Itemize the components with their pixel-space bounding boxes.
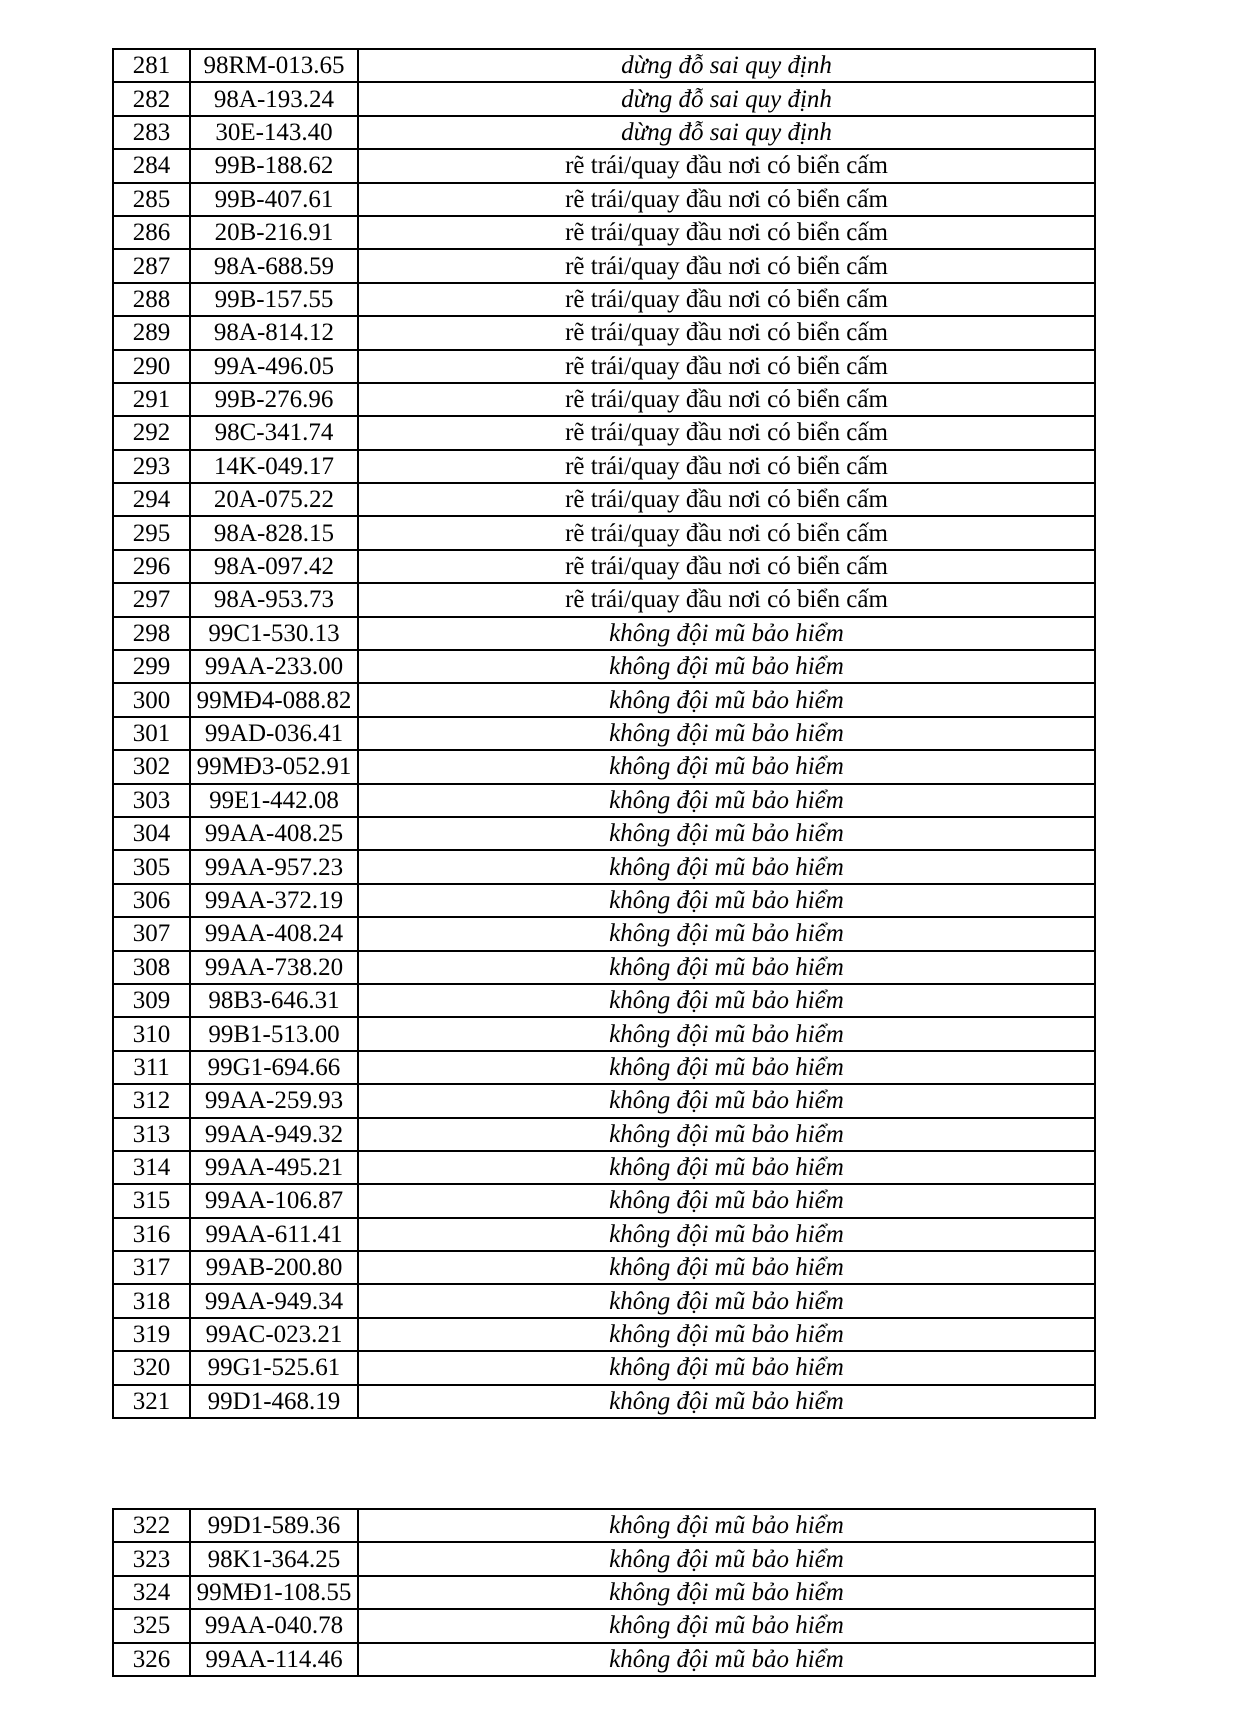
violation-cell: không đội mũ bảo hiểm <box>358 1151 1095 1184</box>
row-number-cell: 300 <box>113 683 190 716</box>
row-number-cell: 305 <box>113 850 190 883</box>
row-number-cell: 319 <box>113 1318 190 1351</box>
license-plate-cell: 99AA-114.46 <box>190 1643 358 1676</box>
license-plate-cell: 98A-193.24 <box>190 82 358 115</box>
violation-cell: không đội mũ bảo hiểm <box>358 1385 1095 1418</box>
license-plate-cell: 98A-828.15 <box>190 516 358 549</box>
row-number-cell: 313 <box>113 1118 190 1151</box>
violation-cell: không đội mũ bảo hiểm <box>358 884 1095 917</box>
violation-cell: rẽ trái/quay đầu nơi có biển cấm <box>358 516 1095 549</box>
table-row <box>113 951 1095 984</box>
row-number-cell: 284 <box>113 149 190 182</box>
violation-cell: không đội mũ bảo hiểm <box>358 784 1095 817</box>
license-plate-cell: 99AB-200.80 <box>190 1251 358 1284</box>
table-row <box>113 1385 1095 1418</box>
table-row <box>113 683 1095 716</box>
row-number-cell: 288 <box>113 283 190 316</box>
table-row <box>113 149 1095 182</box>
license-plate-cell: 20B-216.91 <box>190 216 358 249</box>
table-row <box>113 283 1095 316</box>
license-plate-cell: 99AC-023.21 <box>190 1318 358 1351</box>
row-number-cell: 289 <box>113 316 190 349</box>
violation-cell: không đội mũ bảo hiểm <box>358 1542 1095 1575</box>
violation-cell: không đội mũ bảo hiểm <box>358 1118 1095 1151</box>
table-row <box>113 1251 1095 1284</box>
violation-cell: rẽ trái/quay đầu nơi có biển cấm <box>358 483 1095 516</box>
table-row <box>113 1084 1095 1117</box>
violation-cell: không đội mũ bảo hiểm <box>358 1318 1095 1351</box>
license-plate-cell: 98A-688.59 <box>190 249 358 282</box>
row-number-cell: 286 <box>113 216 190 249</box>
table-row <box>113 917 1095 950</box>
table-row <box>113 650 1095 683</box>
table-row <box>113 1218 1095 1251</box>
violation-cell: dừng đỗ sai quy định <box>358 82 1095 115</box>
violation-cell: không đội mũ bảo hiểm <box>358 850 1095 883</box>
license-plate-cell: 99AA-408.25 <box>190 817 358 850</box>
license-plate-cell: 99AD-036.41 <box>190 717 358 750</box>
violation-cell: không đội mũ bảo hiểm <box>358 984 1095 1017</box>
table-row <box>113 82 1095 115</box>
row-number-cell: 324 <box>113 1576 190 1609</box>
license-plate-cell: 99AA-106.87 <box>190 1184 358 1217</box>
license-plate-cell: 98K1-364.25 <box>190 1542 358 1575</box>
violation-cell: không đội mũ bảo hiểm <box>358 1509 1095 1542</box>
table-row <box>113 183 1095 216</box>
violation-cell: không đội mũ bảo hiểm <box>358 1351 1095 1384</box>
license-plate-cell: 99A-496.05 <box>190 350 358 383</box>
table-row <box>113 617 1095 650</box>
table-row <box>113 483 1095 516</box>
row-number-cell: 307 <box>113 917 190 950</box>
table-row <box>113 1609 1095 1642</box>
violation-cell: không đội mũ bảo hiểm <box>358 1284 1095 1317</box>
row-number-cell: 294 <box>113 483 190 516</box>
license-plate-cell: 98C-341.74 <box>190 416 358 449</box>
table-row <box>113 1351 1095 1384</box>
violation-cell: không đội mũ bảo hiểm <box>358 750 1095 783</box>
table-row <box>113 1051 1095 1084</box>
violations-table-top <box>112 48 1096 1419</box>
table-row <box>113 1643 1095 1676</box>
table-row <box>113 784 1095 817</box>
violation-cell: không đội mũ bảo hiểm <box>358 1218 1095 1251</box>
violations-table-bottom-body <box>113 1509 1095 1676</box>
table-row <box>113 249 1095 282</box>
table-row <box>113 884 1095 917</box>
table-row <box>113 717 1095 750</box>
row-number-cell: 308 <box>113 951 190 984</box>
license-plate-cell: 99MĐ4-088.82 <box>190 683 358 716</box>
violation-cell: không đội mũ bảo hiểm <box>358 1576 1095 1609</box>
row-number-cell: 283 <box>113 116 190 149</box>
table-row <box>113 316 1095 349</box>
table-row <box>113 383 1095 416</box>
row-number-cell: 309 <box>113 984 190 1017</box>
row-number-cell: 316 <box>113 1218 190 1251</box>
violation-cell: rẽ trái/quay đầu nơi có biển cấm <box>358 383 1095 416</box>
row-number-cell: 303 <box>113 784 190 817</box>
license-plate-cell: 99B-157.55 <box>190 283 358 316</box>
license-plate-cell: 98A-953.73 <box>190 583 358 616</box>
row-number-cell: 291 <box>113 383 190 416</box>
table-row <box>113 1318 1095 1351</box>
violation-cell: rẽ trái/quay đầu nơi có biển cấm <box>358 316 1095 349</box>
row-number-cell: 311 <box>113 1051 190 1084</box>
license-plate-cell: 99B-407.61 <box>190 183 358 216</box>
violation-cell: không đội mũ bảo hiểm <box>358 1251 1095 1284</box>
violation-cell: rẽ trái/quay đầu nơi có biển cấm <box>358 283 1095 316</box>
row-number-cell: 292 <box>113 416 190 449</box>
license-plate-cell: 99AA-957.23 <box>190 850 358 883</box>
row-number-cell: 298 <box>113 617 190 650</box>
license-plate-cell: 99C1-530.13 <box>190 617 358 650</box>
violation-cell: rẽ trái/quay đầu nơi có biển cấm <box>358 350 1095 383</box>
row-number-cell: 301 <box>113 717 190 750</box>
violation-cell: rẽ trái/quay đầu nơi có biển cấm <box>358 249 1095 282</box>
violation-cell: không đội mũ bảo hiểm <box>358 683 1095 716</box>
row-number-cell: 310 <box>113 1017 190 1050</box>
violation-cell: không đội mũ bảo hiểm <box>358 917 1095 950</box>
row-number-cell: 295 <box>113 516 190 549</box>
violations-table-top-body <box>113 49 1095 1418</box>
table-row <box>113 550 1095 583</box>
license-plate-cell: 30E-143.40 <box>190 116 358 149</box>
row-number-cell: 322 <box>113 1509 190 1542</box>
violation-cell: dừng đỗ sai quy định <box>358 116 1095 149</box>
table-row <box>113 1151 1095 1184</box>
table-row <box>113 1542 1095 1575</box>
violation-cell: rẽ trái/quay đầu nơi có biển cấm <box>358 216 1095 249</box>
license-plate-cell: 99AA-233.00 <box>190 650 358 683</box>
table-row <box>113 350 1095 383</box>
violation-cell: không đội mũ bảo hiểm <box>358 717 1095 750</box>
violation-cell: rẽ trái/quay đầu nơi có biển cấm <box>358 149 1095 182</box>
violation-cell: rẽ trái/quay đầu nơi có biển cấm <box>358 450 1095 483</box>
row-number-cell: 304 <box>113 817 190 850</box>
violation-cell: không đội mũ bảo hiểm <box>358 817 1095 850</box>
violation-cell: rẽ trái/quay đầu nơi có biển cấm <box>358 183 1095 216</box>
license-plate-cell: 99B1-513.00 <box>190 1017 358 1050</box>
license-plate-cell: 98A-814.12 <box>190 316 358 349</box>
row-number-cell: 281 <box>113 49 190 82</box>
violation-cell: không đội mũ bảo hiểm <box>358 650 1095 683</box>
table-row <box>113 750 1095 783</box>
row-number-cell: 320 <box>113 1351 190 1384</box>
row-number-cell: 323 <box>113 1542 190 1575</box>
row-number-cell: 312 <box>113 1084 190 1117</box>
license-plate-cell: 99AA-408.24 <box>190 917 358 950</box>
license-plate-cell: 98A-097.42 <box>190 550 358 583</box>
license-plate-cell: 20A-075.22 <box>190 483 358 516</box>
row-number-cell: 325 <box>113 1609 190 1642</box>
row-number-cell: 317 <box>113 1251 190 1284</box>
violation-cell: không đội mũ bảo hiểm <box>358 1184 1095 1217</box>
row-number-cell: 318 <box>113 1284 190 1317</box>
violation-cell: rẽ trái/quay đầu nơi có biển cấm <box>358 550 1095 583</box>
license-plate-cell: 99E1-442.08 <box>190 784 358 817</box>
table-row <box>113 116 1095 149</box>
license-plate-cell: 99AA-738.20 <box>190 951 358 984</box>
row-number-cell: 293 <box>113 450 190 483</box>
table-row <box>113 984 1095 1017</box>
table-row <box>113 1509 1095 1542</box>
license-plate-cell: 98B3-646.31 <box>190 984 358 1017</box>
license-plate-cell: 99D1-589.36 <box>190 1509 358 1542</box>
license-plate-cell: 99AA-372.19 <box>190 884 358 917</box>
violation-cell: không đội mũ bảo hiểm <box>358 951 1095 984</box>
row-number-cell: 314 <box>113 1151 190 1184</box>
violation-cell: không đội mũ bảo hiểm <box>358 617 1095 650</box>
table-row <box>113 1576 1095 1609</box>
license-plate-cell: 14K-049.17 <box>190 450 358 483</box>
violation-cell: rẽ trái/quay đầu nơi có biển cấm <box>358 416 1095 449</box>
row-number-cell: 282 <box>113 82 190 115</box>
row-number-cell: 326 <box>113 1643 190 1676</box>
license-plate-cell: 99AA-949.32 <box>190 1118 358 1151</box>
license-plate-cell: 99MĐ3-052.91 <box>190 750 358 783</box>
table-row <box>113 516 1095 549</box>
violation-cell: không đội mũ bảo hiểm <box>358 1084 1095 1117</box>
row-number-cell: 315 <box>113 1184 190 1217</box>
row-number-cell: 287 <box>113 249 190 282</box>
table-row <box>113 416 1095 449</box>
row-number-cell: 302 <box>113 750 190 783</box>
license-plate-cell: 99G1-694.66 <box>190 1051 358 1084</box>
license-plate-cell: 99AA-259.93 <box>190 1084 358 1117</box>
license-plate-cell: 99AA-949.34 <box>190 1284 358 1317</box>
row-number-cell: 290 <box>113 350 190 383</box>
row-number-cell: 306 <box>113 884 190 917</box>
row-number-cell: 297 <box>113 583 190 616</box>
license-plate-cell: 99G1-525.61 <box>190 1351 358 1384</box>
license-plate-cell: 99D1-468.19 <box>190 1385 358 1418</box>
license-plate-cell: 99B-276.96 <box>190 383 358 416</box>
violations-table-bottom <box>112 1508 1096 1677</box>
license-plate-cell: 99B-188.62 <box>190 149 358 182</box>
table-row <box>113 1017 1095 1050</box>
table-row <box>113 817 1095 850</box>
row-number-cell: 285 <box>113 183 190 216</box>
violation-cell: không đội mũ bảo hiểm <box>358 1017 1095 1050</box>
license-plate-cell: 98RM-013.65 <box>190 49 358 82</box>
table-row <box>113 1118 1095 1151</box>
row-number-cell: 296 <box>113 550 190 583</box>
violation-cell: rẽ trái/quay đầu nơi có biển cấm <box>358 583 1095 616</box>
table-row <box>113 49 1095 82</box>
row-number-cell: 299 <box>113 650 190 683</box>
license-plate-cell: 99AA-040.78 <box>190 1609 358 1642</box>
license-plate-cell: 99AA-611.41 <box>190 1218 358 1251</box>
table-row <box>113 1184 1095 1217</box>
table-row <box>113 583 1095 616</box>
violation-cell: không đội mũ bảo hiểm <box>358 1609 1095 1642</box>
table-row <box>113 1284 1095 1317</box>
violation-cell: không đội mũ bảo hiểm <box>358 1051 1095 1084</box>
violation-cell: dừng đỗ sai quy định <box>358 49 1095 82</box>
license-plate-cell: 99AA-495.21 <box>190 1151 358 1184</box>
violation-cell: không đội mũ bảo hiểm <box>358 1643 1095 1676</box>
table-row <box>113 850 1095 883</box>
row-number-cell: 321 <box>113 1385 190 1418</box>
table-row <box>113 450 1095 483</box>
table-row <box>113 216 1095 249</box>
license-plate-cell: 99MĐ1-108.55 <box>190 1576 358 1609</box>
